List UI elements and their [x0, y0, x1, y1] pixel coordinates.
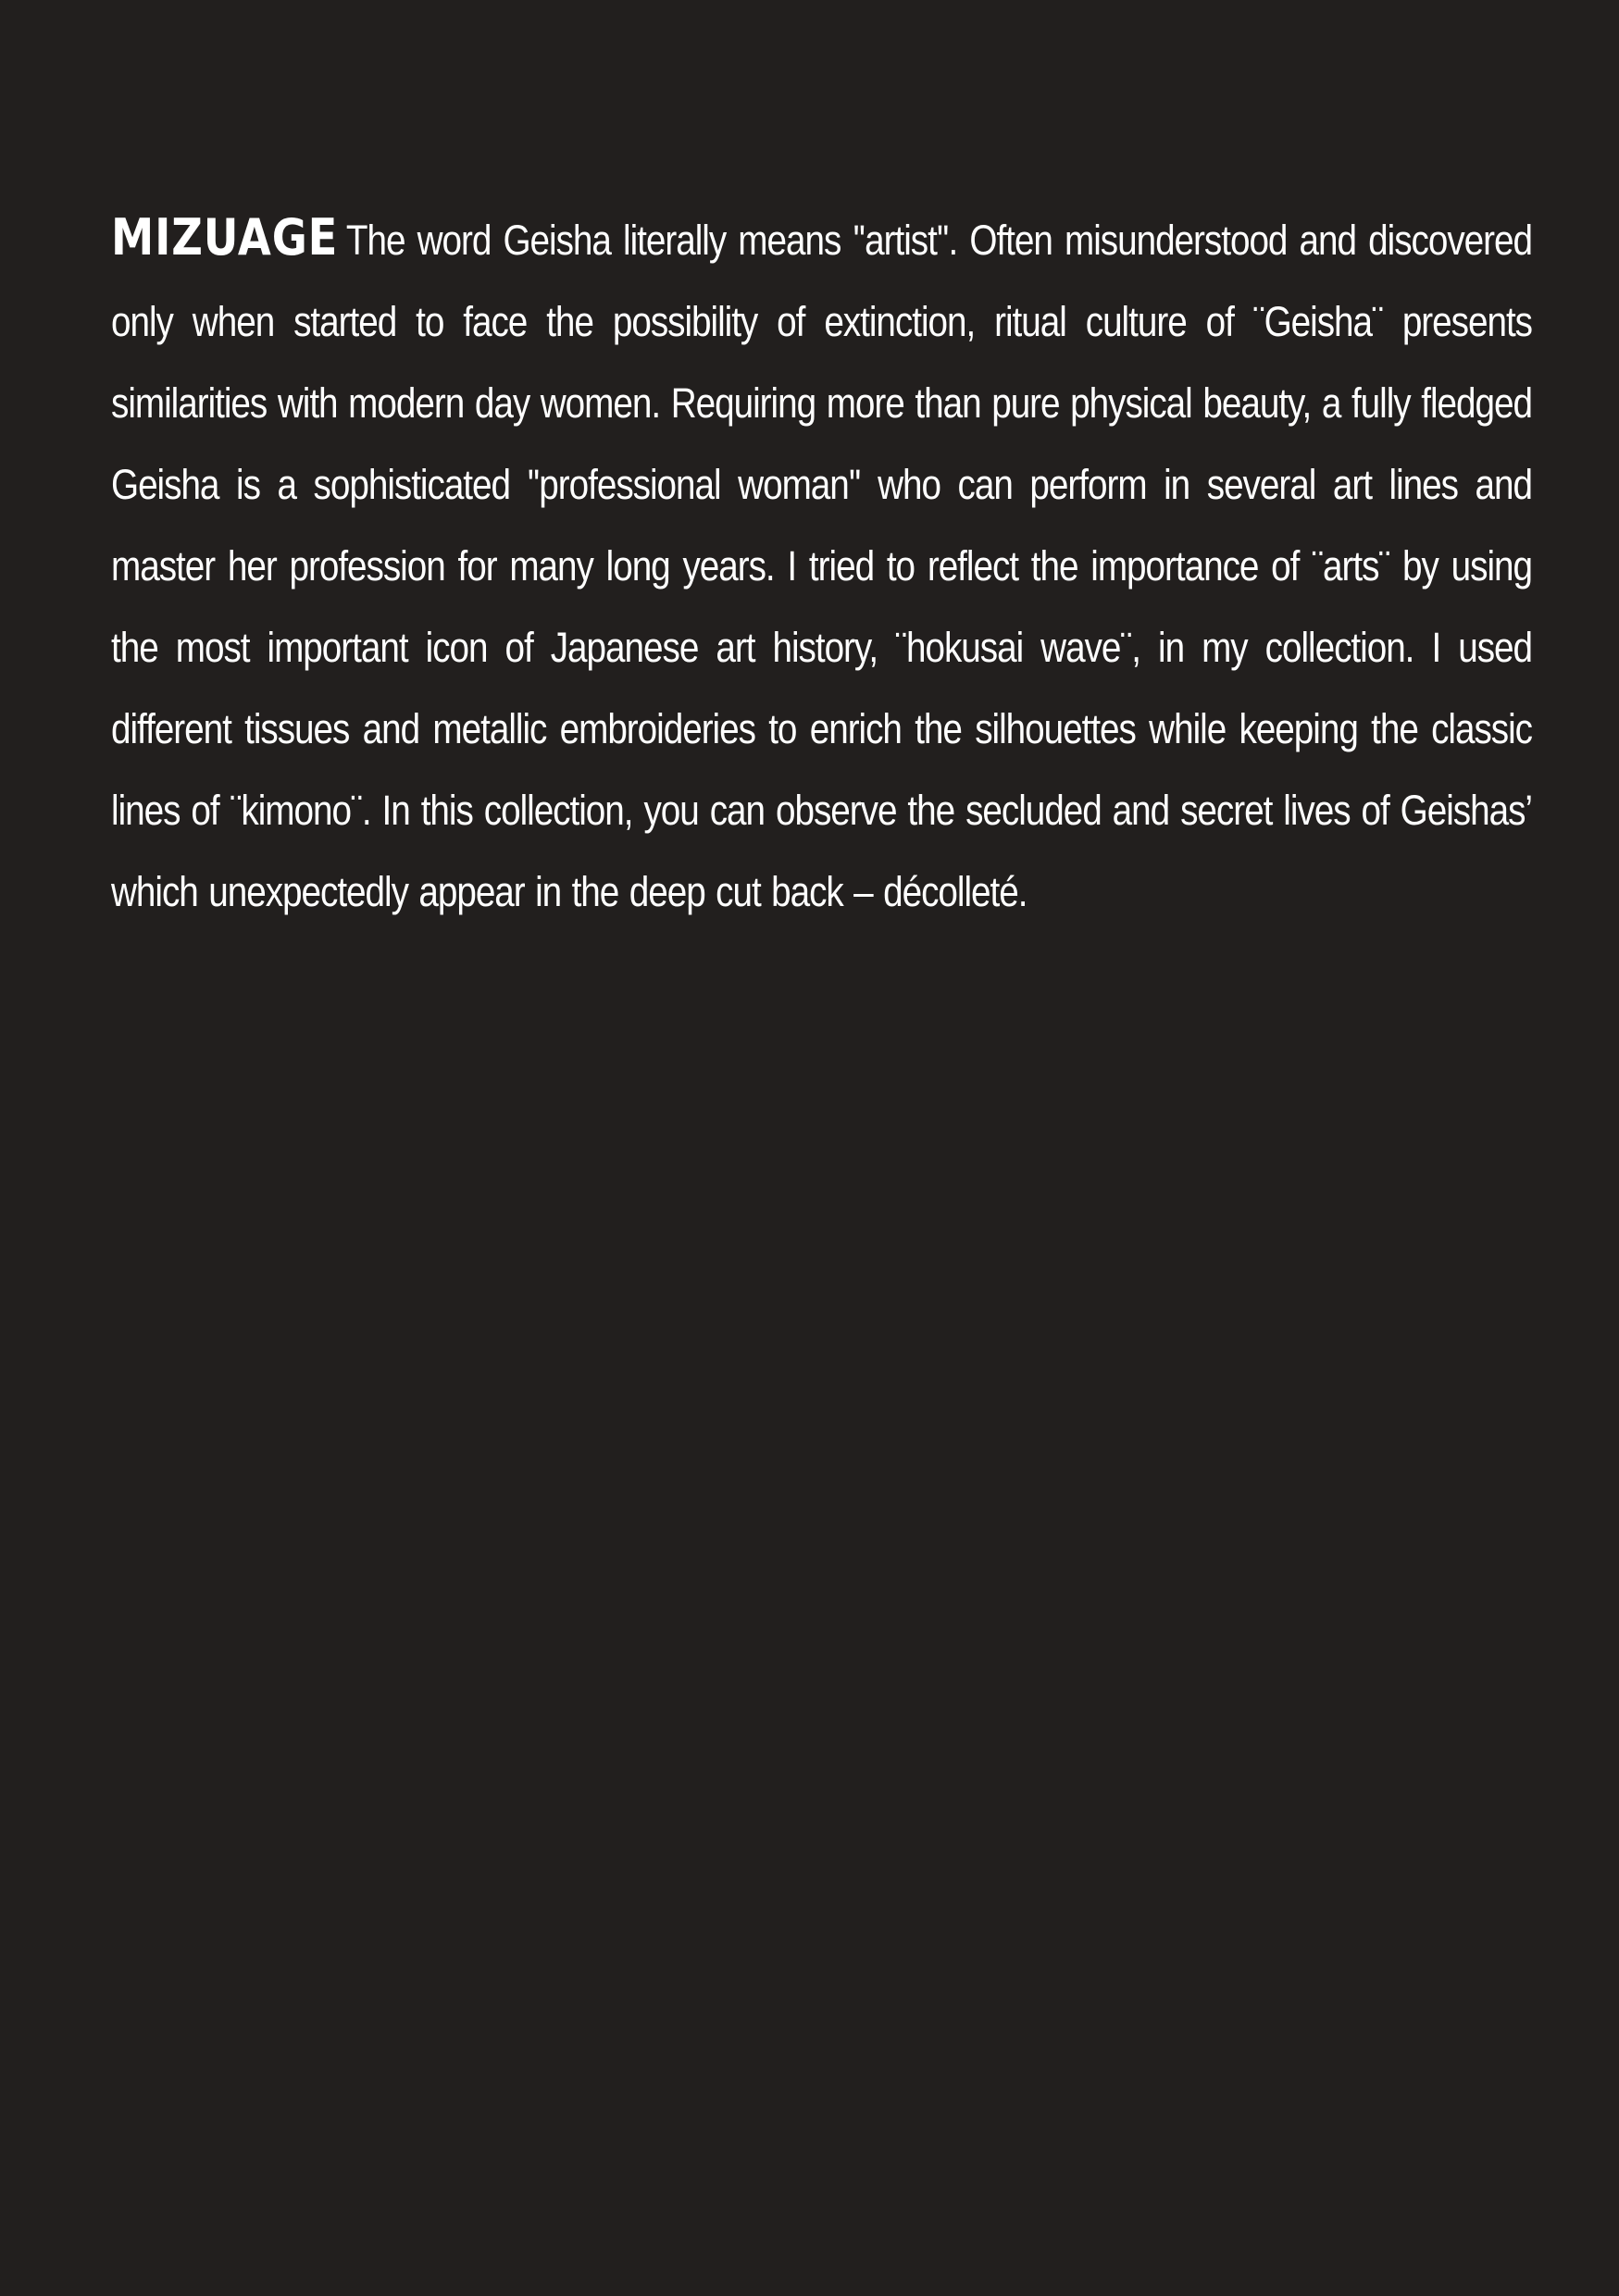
- description-text: The word Geisha literally means ''artist''. Often misunderstood and discovered only when started to face the possibility of extinction, ritual culture of ¨Geisha¨ presents similarities with modern day women. Requiring more than pure physical beauty, a fully fledged Geisha is a sophisticated ''professional woman'' who can perform in several art lines and master her profession for many long years. I tried to reflect the importance of ¨arts¨ by using the most important icon of Japanese art history, ¨hokusai wave¨, in my collection. I used different tissues and metallic embroideries to enrich the silhouettes while keeping the classic lines of ¨kimono¨. In this collection, you can observe the secluded and secret lives of Geishas’ which unexpectedly appear in the deep cut back – décolleté.: [111, 217, 1532, 915]
- description-paragraph: [111, 197, 1532, 933]
- collection-title: MIZUAGE: [111, 208, 339, 267]
